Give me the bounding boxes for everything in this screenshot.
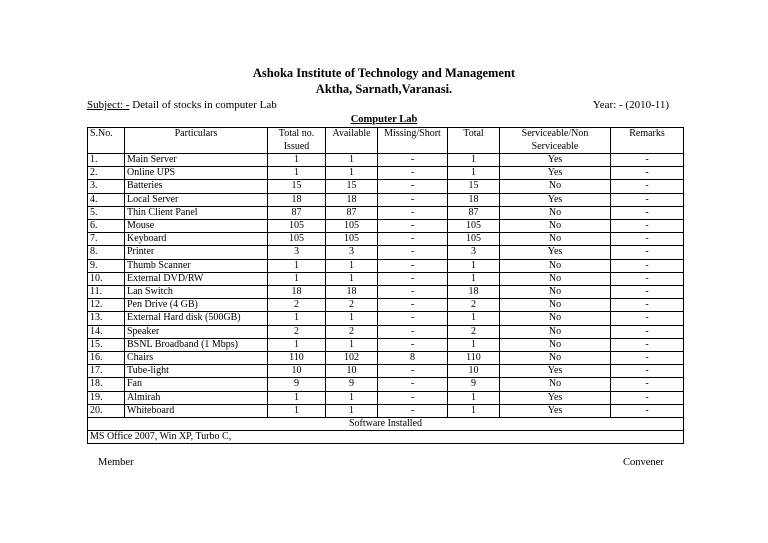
cell-missing: -: [378, 286, 448, 299]
cell-serviceable: No: [500, 352, 611, 365]
cell-missing: -: [378, 365, 448, 378]
cell-sno: 17.: [88, 365, 125, 378]
table-row: [88, 378, 684, 391]
cell-sno: 15.: [88, 338, 125, 351]
cell-particulars: Thin Client Panel: [125, 206, 268, 219]
cell-total-issued: 1: [268, 312, 326, 325]
cell-missing: -: [378, 206, 448, 219]
cell-total: 1: [448, 312, 500, 325]
col-header-total-issued: Total no. Issued: [268, 128, 326, 154]
cell-total: 18: [448, 286, 500, 299]
cell-serviceable: Yes: [500, 167, 611, 180]
cell-available: 1: [326, 338, 378, 351]
cell-sno: 10.: [88, 272, 125, 285]
table-row: [88, 246, 684, 259]
table-row: [88, 286, 684, 299]
cell-missing: -: [378, 391, 448, 404]
subject-line: [87, 99, 277, 111]
cell-total: 10: [448, 365, 500, 378]
cell-missing: -: [378, 193, 448, 206]
cell-remarks: -: [611, 206, 684, 219]
col-header-remarks: Remarks: [611, 128, 684, 154]
cell-remarks: -: [611, 325, 684, 338]
cell-sno: 5.: [88, 206, 125, 219]
cell-serviceable: No: [500, 325, 611, 338]
table-row: [88, 312, 684, 325]
cell-particulars: Speaker: [125, 325, 268, 338]
table-row: [88, 365, 684, 378]
stock-table-body: [88, 154, 684, 418]
cell-available: 87: [326, 206, 378, 219]
cell-total-issued: 2: [268, 299, 326, 312]
cell-missing: -: [378, 233, 448, 246]
cell-total-issued: 87: [268, 206, 326, 219]
cell-particulars: Tube-light: [125, 365, 268, 378]
cell-serviceable: No: [500, 312, 611, 325]
cell-total-issued: 105: [268, 233, 326, 246]
cell-remarks: -: [611, 167, 684, 180]
cell-total: 1: [448, 404, 500, 417]
cell-particulars: Keyboard: [125, 233, 268, 246]
cell-remarks: -: [611, 391, 684, 404]
cell-total: 87: [448, 206, 500, 219]
cell-particulars: Local Server: [125, 193, 268, 206]
cell-serviceable: No: [500, 259, 611, 272]
institute-title: Ashoka Institute of Technology and Management: [252, 66, 516, 80]
cell-serviceable: No: [500, 233, 611, 246]
cell-total-issued: 1: [268, 391, 326, 404]
cell-remarks: -: [611, 154, 684, 167]
cell-total: 9: [448, 378, 500, 391]
cell-total-issued: 10: [268, 365, 326, 378]
cell-total-issued: 2: [268, 325, 326, 338]
cell-available: 1: [326, 391, 378, 404]
cell-particulars: BSNL Broadband (1 Mbps): [125, 338, 268, 351]
software-heading: Software Installed: [88, 418, 684, 431]
cell-total-issued: 3: [268, 246, 326, 259]
cell-total: 1: [448, 167, 500, 180]
cell-total: 1: [448, 259, 500, 272]
table-row: [88, 352, 684, 365]
cell-particulars: External DVD/RW: [125, 272, 268, 285]
cell-total: 105: [448, 220, 500, 233]
cell-available: 2: [326, 299, 378, 312]
table-row: [88, 220, 684, 233]
software-heading-row: [88, 418, 684, 431]
cell-available: 18: [326, 286, 378, 299]
cell-sno: 8.: [88, 246, 125, 259]
cell-total-issued: 105: [268, 220, 326, 233]
col-header-particulars: Particulars: [125, 128, 268, 154]
cell-sno: 18.: [88, 378, 125, 391]
col-header-sno: S.No.: [88, 128, 125, 154]
cell-missing: -: [378, 312, 448, 325]
cell-particulars: Mouse: [125, 220, 268, 233]
table-row: [88, 272, 684, 285]
cell-sno: 2.: [88, 167, 125, 180]
cell-available: 1: [326, 259, 378, 272]
cell-missing: -: [378, 259, 448, 272]
table-row: [88, 404, 684, 417]
table-row: [88, 167, 684, 180]
cell-missing: -: [378, 272, 448, 285]
subject-text: Detail of stocks in computer Lab: [129, 99, 277, 111]
section-title: Computer Lab: [350, 114, 418, 125]
cell-sno: 9.: [88, 259, 125, 272]
cell-total: 18: [448, 193, 500, 206]
cell-serviceable: No: [500, 180, 611, 193]
cell-remarks: -: [611, 193, 684, 206]
cell-available: 1: [326, 167, 378, 180]
cell-total: 1: [448, 391, 500, 404]
cell-remarks: -: [611, 246, 684, 259]
stock-table: [87, 127, 684, 444]
cell-total: 2: [448, 325, 500, 338]
cell-particulars: Online UPS: [125, 167, 268, 180]
cell-available: 1: [326, 404, 378, 417]
table-row: [88, 391, 684, 404]
cell-serviceable: No: [500, 206, 611, 219]
cell-remarks: -: [611, 299, 684, 312]
cell-serviceable: Yes: [500, 154, 611, 167]
cell-total-issued: 18: [268, 286, 326, 299]
table-row: [88, 206, 684, 219]
cell-total-issued: 1: [268, 272, 326, 285]
cell-total: 105: [448, 233, 500, 246]
cell-missing: -: [378, 404, 448, 417]
cell-sno: 20.: [88, 404, 125, 417]
cell-missing: -: [378, 325, 448, 338]
cell-available: 15: [326, 180, 378, 193]
cell-available: 2: [326, 325, 378, 338]
cell-sno: 19.: [88, 391, 125, 404]
table-row: [88, 259, 684, 272]
cell-serviceable: No: [500, 338, 611, 351]
col-header-total: Total: [448, 128, 500, 154]
cell-sno: 6.: [88, 220, 125, 233]
software-list: MS Office 2007, Win XP, Turbo C,: [88, 431, 684, 444]
cell-remarks: -: [611, 220, 684, 233]
cell-particulars: Chairs: [125, 352, 268, 365]
cell-available: 1: [326, 154, 378, 167]
cell-total-issued: 18: [268, 193, 326, 206]
cell-sno: 16.: [88, 352, 125, 365]
table-row: [88, 299, 684, 312]
table-header-row: [88, 128, 684, 154]
cell-total-issued: 1: [268, 259, 326, 272]
cell-particulars: Almirah: [125, 391, 268, 404]
cell-available: 1: [326, 272, 378, 285]
cell-total-issued: 1: [268, 154, 326, 167]
cell-remarks: -: [611, 312, 684, 325]
cell-missing: -: [378, 154, 448, 167]
cell-sno: 12.: [88, 299, 125, 312]
cell-available: 9: [326, 378, 378, 391]
cell-remarks: -: [611, 338, 684, 351]
convener-signature-label: Convener: [623, 457, 664, 468]
institute-address: Aktha, Sarnath,Varanasi.: [315, 82, 453, 96]
cell-available: 105: [326, 220, 378, 233]
cell-particulars: Lan Switch: [125, 286, 268, 299]
cell-serviceable: Yes: [500, 391, 611, 404]
cell-sno: 3.: [88, 180, 125, 193]
cell-total-issued: 9: [268, 378, 326, 391]
cell-serviceable: No: [500, 378, 611, 391]
cell-missing: -: [378, 338, 448, 351]
table-row: [88, 233, 684, 246]
cell-available: 18: [326, 193, 378, 206]
cell-missing: -: [378, 246, 448, 259]
subject-label: Subject: -: [87, 99, 130, 111]
cell-remarks: -: [611, 352, 684, 365]
cell-serviceable: Yes: [500, 365, 611, 378]
cell-missing: -: [378, 167, 448, 180]
col-header-serviceable: Serviceable/Non Serviceable: [500, 128, 611, 154]
table-row: [88, 154, 684, 167]
cell-missing: -: [378, 180, 448, 193]
cell-total-issued: 110: [268, 352, 326, 365]
cell-remarks: -: [611, 180, 684, 193]
cell-serviceable: No: [500, 272, 611, 285]
cell-sno: 14.: [88, 325, 125, 338]
cell-total-issued: 1: [268, 404, 326, 417]
cell-total: 1: [448, 154, 500, 167]
software-list-row: [88, 431, 684, 444]
col-header-available: Available: [326, 128, 378, 154]
cell-total-issued: 1: [268, 167, 326, 180]
cell-total: 1: [448, 338, 500, 351]
member-signature-label: Member: [98, 457, 134, 468]
cell-total: 110: [448, 352, 500, 365]
cell-serviceable: No: [500, 299, 611, 312]
cell-remarks: -: [611, 233, 684, 246]
cell-total: 3: [448, 246, 500, 259]
cell-particulars: External Hard disk (500GB): [125, 312, 268, 325]
cell-particulars: Whiteboard: [125, 404, 268, 417]
cell-missing: -: [378, 220, 448, 233]
cell-remarks: -: [611, 404, 684, 417]
cell-available: 105: [326, 233, 378, 246]
cell-available: 102: [326, 352, 378, 365]
cell-remarks: -: [611, 365, 684, 378]
cell-sno: 13.: [88, 312, 125, 325]
cell-particulars: Thumb Scanner: [125, 259, 268, 272]
cell-serviceable: No: [500, 286, 611, 299]
cell-particulars: Main Server: [125, 154, 268, 167]
cell-remarks: -: [611, 286, 684, 299]
cell-missing: -: [378, 299, 448, 312]
cell-available: 3: [326, 246, 378, 259]
cell-serviceable: No: [500, 220, 611, 233]
cell-available: 1: [326, 312, 378, 325]
col-header-missing: Missing/Short: [378, 128, 448, 154]
year-label: Year: - (2010-11): [592, 99, 669, 111]
cell-sno: 4.: [88, 193, 125, 206]
table-row: [88, 325, 684, 338]
cell-remarks: -: [611, 259, 684, 272]
cell-total: 15: [448, 180, 500, 193]
cell-sno: 1.: [88, 154, 125, 167]
cell-sno: 7.: [88, 233, 125, 246]
cell-remarks: -: [611, 378, 684, 391]
table-row: [88, 338, 684, 351]
cell-particulars: Fan: [125, 378, 268, 391]
cell-remarks: -: [611, 272, 684, 285]
cell-particulars: Printer: [125, 246, 268, 259]
cell-serviceable: Yes: [500, 193, 611, 206]
table-row: [88, 180, 684, 193]
cell-serviceable: Yes: [500, 246, 611, 259]
cell-missing: 8: [378, 352, 448, 365]
cell-serviceable: Yes: [500, 404, 611, 417]
cell-missing: -: [378, 378, 448, 391]
cell-total-issued: 15: [268, 180, 326, 193]
cell-particulars: Batteries: [125, 180, 268, 193]
cell-available: 10: [326, 365, 378, 378]
cell-sno: 11.: [88, 286, 125, 299]
cell-particulars: Pen Drive (4 GB): [125, 299, 268, 312]
cell-total: 1: [448, 272, 500, 285]
table-row: [88, 193, 684, 206]
cell-total-issued: 1: [268, 338, 326, 351]
cell-total: 2: [448, 299, 500, 312]
